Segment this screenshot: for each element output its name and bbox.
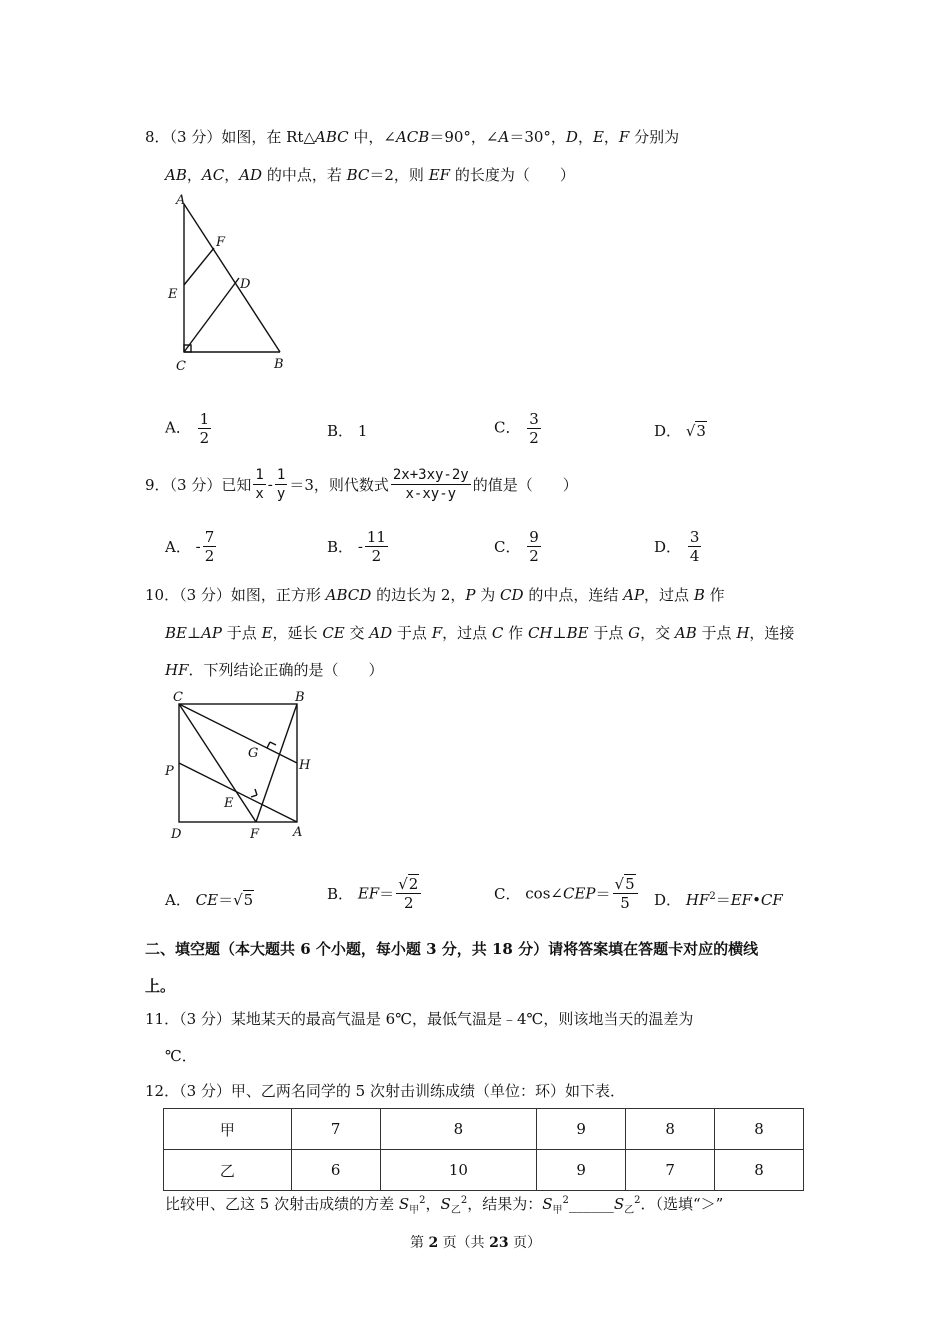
fig8-label-d: D [240,277,251,292]
table-cell: 8 [626,1109,715,1150]
fig10-label-c: C [173,690,183,705]
q8-triangle-figure [160,190,300,380]
q12-line1: 12．（3 分）甲、乙两名同学的 5 次射击训练成绩（单位：环）如下表． [145,1082,625,1100]
fig8-label-a: A [176,193,186,208]
table-cell: 7 [626,1150,715,1191]
section2-heading-cont: 上。 [145,977,176,995]
fig10-label-h: H [299,758,311,773]
q10-line3: HF．下列结论正确的是（ ） [165,661,384,679]
q8-option-c: C． $\frac{3}{2}$ [494,410,539,447]
answer-blank[interactable]: ______ [568,1195,614,1213]
table-cell: 8 [715,1109,804,1150]
q8-line1: 8．（3 分）如图，在 Rt△ABC 中，∠ACB＝90°，∠A＝30°，D，E，F 分别为 [145,128,680,146]
fig10-label-b: B [295,690,305,705]
table-cell: 9 [537,1150,626,1191]
q10-option-a: A． CE＝√5 [165,891,254,909]
fig8-label-c: C [176,359,186,374]
q11-line2: ℃． [165,1047,197,1065]
q9-option-c: C． $\frac{9}{2}$ [494,528,539,565]
fig10-label-e: E [224,796,234,811]
page-number: 2 [428,1235,439,1251]
table-row [164,1150,804,1191]
table-cell: 7 [291,1109,380,1150]
fig10-label-a: A [293,825,303,840]
q10-line2: BE⊥AP 于点 E，延长 CE 交 AD 于点 F，过点 C 作 CH⊥BE 于点 G，交 AB 于点 H，连接 [165,624,795,642]
section2-heading: 二、填空题（本大题共 6 个小题，每小题 3 分，共 18 分）请将答案填在答题卡对应的横线 [145,940,759,958]
fig10-label-d: D [171,827,182,842]
table-cell: 8 [380,1109,537,1150]
q10-option-d: D． $HF^2=EF•CF$ [654,891,783,909]
table-cell: 6 [291,1150,380,1191]
q8-option-d: D． √3 [654,422,706,440]
q9-option-b: B． - $\frac{11}{2}$ [327,528,386,565]
fig8-label-b: B [274,357,284,372]
fig10-label-g: G [248,746,259,761]
q10-square-figure [160,685,320,845]
fig8-label-e: E [168,287,178,302]
q8-option-b: B． 1 [327,422,368,440]
table-cell: 乙 [164,1150,292,1191]
table-cell: 9 [537,1109,626,1150]
q12-score-table [163,1108,804,1191]
q9-option-a: A． - $\frac{7}{2}$ [165,528,215,565]
q8-line2: AB，AC，AD 的中点，若 BC＝2，则 EF 的长度为（ ） [165,166,575,184]
fig10-label-p: P [165,764,174,779]
q10-option-b: B． EF＝ $\frac{√2}{2}$ [327,875,423,912]
q10-line1: 10．（3 分）如图，正方形 ABCD 的边长为 2，P 为 CD 的中点，连结 AP，过点 B 作 [145,586,725,604]
fig10-label-f: F [250,827,260,842]
q11-line1: 11．（3 分）某地某天的最高气温是 6℃，最低气温是﹣4℃，则该地当天的温差为 [145,1010,694,1028]
fig8-label-f: F [216,235,226,250]
table-cell: 8 [715,1150,804,1191]
total-pages: 23 [489,1235,509,1251]
q9-option-d: D． $\frac{3}{4}$ [654,528,700,565]
page-footer: 第 2 页（共 23 页） [410,1235,542,1251]
table-cell: 10 [380,1150,537,1191]
q10-option-c: C． cos∠CEP＝ $\frac{√5}{5}$ [494,875,640,912]
q9-stem: 9．（3 分）已知 $\frac{1}{x}$ - $\frac{1}{y}$ ＝3，则代数式 $\frac{2x+3xy-2y}{x-xy-y}$ 的值是（ ） [145,467,578,502]
q8-option-a: A． $\frac{1}{2}$ [165,410,210,447]
q12-compare-line: 比较甲、乙这 5 次射击成绩的方差 $S_甲^2$，$S_乙^2$，结果为：$S_甲^2\_\_\_\_\_\_S_乙^2$．（选填“＞” [165,1195,724,1216]
table-cell: 甲 [164,1109,292,1150]
table-row [164,1109,804,1150]
